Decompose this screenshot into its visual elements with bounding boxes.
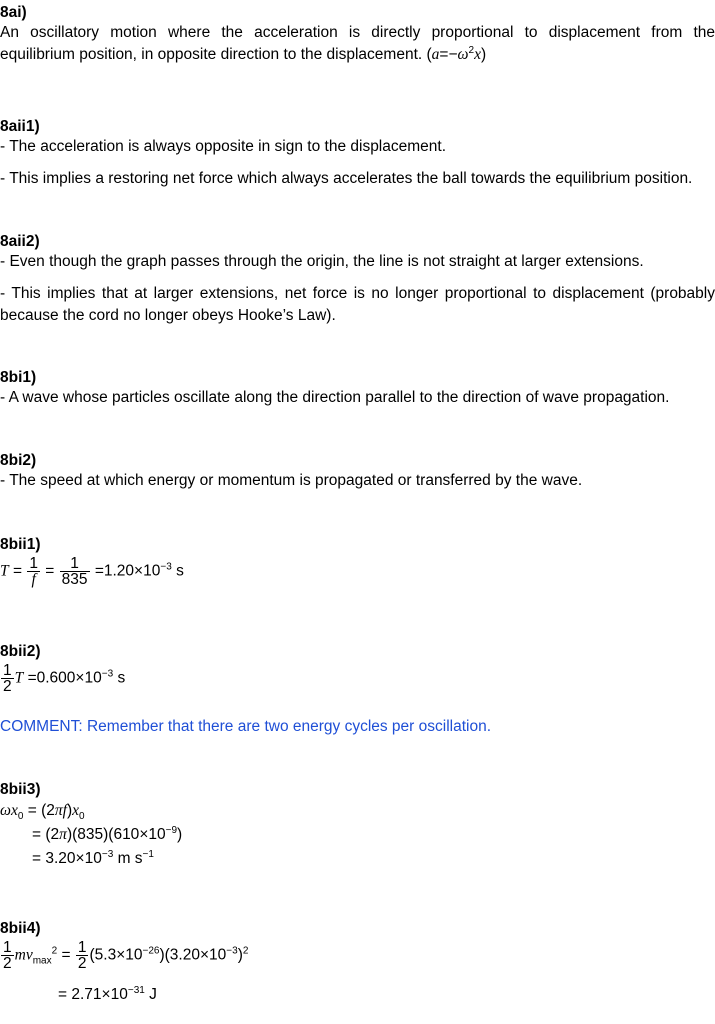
max-speed-line2: = $(2\pi)(835)(610\times 10^{-9})$ [32, 824, 183, 843]
section-8bi1 [0, 369, 715, 409]
heading-8aii1: 8aii1) [0, 118, 40, 135]
answer-8aii2-line2b: because the cord no longer obeys Hooke’s Law). [0, 307, 336, 324]
heading-8bii1: 8bii1) [0, 536, 41, 553]
answer-8aii1-line1: - The acceleration is always opposite in sign to the displacement. [0, 138, 447, 155]
kinetic-energy-line1: $\frac{1}{2}$ $mv_{max}^2$ = $\frac{1}{2}$ $(5.3\times 10^{-26})(3.20\times 10^{-3})^2$ [3, 939, 249, 972]
fraction-one-half-rhs: $\frac{1}{2}$ [77, 939, 87, 972]
section-8bii1 [0, 536, 715, 588]
heading-8bii4: 8bii4) [0, 920, 41, 937]
shm-formula: $(a=-\omega^2x)$ [426, 44, 487, 63]
answer-8ai-line2: equilibrium position, in opposite direction to the displacement. $(a=-\omega^2x)$ [0, 44, 487, 63]
half-period-equation: $\frac{1}{2}$ $T =0.600\times 10^{-3}$ s [3, 662, 126, 695]
answer-8aii2-line2a: - This implies that at larger extensions, net force is no longer proportional to displacement (probably [0, 285, 715, 302]
heading-8aii2: 8aii2) [0, 233, 40, 250]
max-speed-line3: = $3.20\times 10^{-3}$ m $s^{-1}$ [32, 848, 154, 867]
section-8bii2 [0, 643, 715, 735]
heading-8bi2: 8bi2) [0, 452, 37, 469]
heading-8ai: 8ai) [0, 4, 27, 21]
answer-8aii1-line2: - This implies a restoring net force which always accelerates the ball towards the equilibrium position. [0, 170, 693, 187]
kinetic-energy-line2: = $2.71\times 10^{-31}$ J [58, 984, 157, 1003]
fraction-one-over-f: $\frac{1}{f}$ [29, 555, 38, 588]
heading-8bii2: 8bii2) [0, 643, 41, 660]
heading-8bi1: 8bi1) [0, 369, 37, 386]
section-8aii2 [0, 233, 715, 327]
section-8ai [0, 4, 715, 66]
section-8bii4 [0, 920, 715, 1003]
max-speed-line1: $\omega x_0 = (2\pi f)x_0$ [0, 802, 85, 823]
section-8bii3 [0, 781, 715, 867]
section-8bi2 [0, 452, 715, 492]
answer-8bi2-line1: - The speed at which energy or momentum is propagated or transferred by the wave. [0, 472, 583, 489]
answer-8aii2-line1: - Even though the graph passes through the origin, the line is not straight at larger extensions. [0, 253, 644, 270]
period-equation: T = $\frac{1}{f}$ = $\frac{1}{835}$ $=1.20\times 10^{-3}$ s [0, 555, 184, 588]
answer-8ai-line1: An oscillatory motion where the acceleration is directly proportional to displacement from the [0, 24, 715, 41]
fraction-one-half: $\frac{1}{2}$ [3, 662, 12, 695]
section-8aii1 [0, 118, 715, 190]
fraction-one-half-lhs: $\frac{1}{2}$ [3, 939, 12, 972]
heading-8bii3: 8bii3) [0, 781, 41, 798]
comment-note: COMMENT: Remember that there are two energy cycles per oscillation. [0, 718, 492, 735]
answer-8bi1-line1: - A wave whose particles oscillate along the direction parallel to the direction of wave propagation. [0, 389, 670, 406]
fraction-one-over-835: $\frac{1}{835}$ [61, 555, 88, 588]
